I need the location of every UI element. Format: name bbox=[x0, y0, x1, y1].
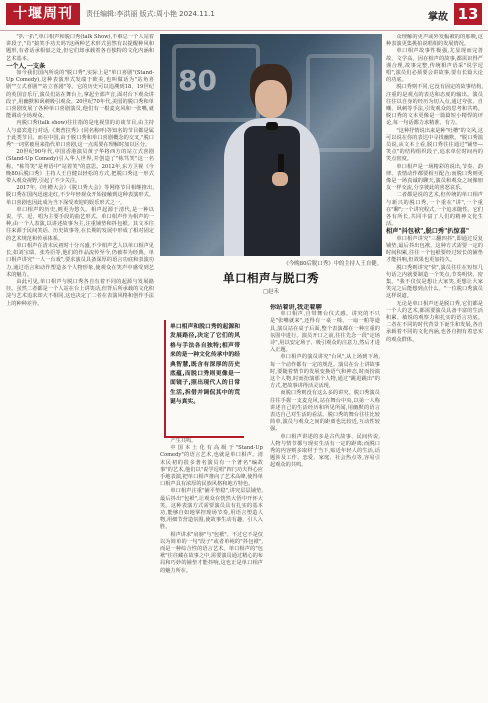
stage-light bbox=[306, 54, 374, 152]
paragraph: 相声讲求"肩膀"与"包袱"。不过它不是仅以为简单的一句"段子"或者单纯的"抖包袱",而是一种综合性的语言艺术。单口相声的"包袱"往往藏在故事之中,需要演员通过精心的布局和巧妙的铺垫才能抖响,这也正是单口相声的魅力所在。 bbox=[160, 531, 263, 574]
stage-logo: 80 bbox=[178, 64, 217, 97]
paragraph: 单口相声讲述的多是古代故事、民间传说,人物与情节都与现实生活有一定的距离;而脱口秀的内容则多取材于当下,贴近年轻人的生活,话题涉及工作、恋爱、家庭、社会热点等,容易引起观众的共鸣。 bbox=[270, 433, 380, 469]
paragraph: 单口相声注重"铺平垫稳",讲究层层铺垫,最后抖出"包袱",让观众在恍然大悟中开怀大笑。这种表演方式需要演员具有扎实的基本功,能够自如地掌控现场节奏,用语言塑造人物,用细节营造氛围,使故事生动有趣、引人入胜。 bbox=[160, 488, 263, 531]
article-title: 单口相声与脱口秀 bbox=[223, 271, 319, 285]
paragraph: 中国本土化有高级于"Stand-Up Comedy"的语言艺术,也就是单口相声。清末民初的很多著名演员有一个著名"编故事"的艺术,他们以"说学逗唱"四门功夫得心应手地表演,把单口相声推向了艺术高峰,使得单口相声具有浓厚的民族风格和地方特色。 bbox=[160, 445, 263, 488]
photo-caption: 《今晚80后脱口秀》中的主持人王自健。 bbox=[283, 261, 382, 267]
paragraph: 单口相声的演员讲究"台风",从上场到下场,每一个动作都有一定的规范。演员在台上讲故事时,要随着情节的发展变换语气和神态,时而扮演这个人物,时而扮演那个人物,通过"跳进跳出"的方式,把故事讲得活灵活现。 bbox=[270, 354, 380, 390]
paragraph: 单口相声讲究"三翻四抖",即通过反复铺垫,最后抖出包袱。这种方式需要一定的时间积累,往往一个包袱要经过较长的铺垫才能抖响,但效果也更加持久。 bbox=[386, 235, 483, 264]
section-title: 掌故 bbox=[428, 12, 448, 23]
article-abstract: 单口相声和脱口秀的起源和发展路径,决定了它们的风格与手法各自独特;相声带来的是一种文化传承中的经典智慧,既含有深厚的历史底蕴,而脱口秀则更像是一面镜子,照出现代人的日常生活,拆借并调侃其中的荒诞与真实。 bbox=[164, 320, 244, 438]
article-author: □赵禾 bbox=[263, 289, 279, 295]
paragraph: 20世纪90年代,中国香港演员黄子华将西方的站立式喜剧(Stand-Up Comedy)引入华人世界,并创造了"栋笃笑"这一名称。"栋笃笑"是粤语中"站着笑"的意思。2012年,东方卫视《今晚80后脱口秀》主持人王自健以轻松的方式,把脱口秀这一形式带入观众视野,引起了不少关注。 bbox=[6, 149, 154, 185]
host-face bbox=[255, 80, 287, 118]
column-3 bbox=[270, 304, 380, 700]
subheading: 相声"抖包袱",脱口秀"扒惊喜" bbox=[386, 228, 470, 236]
paragraph: 2017年,《吐槽大会》《脱口秀大会》等网络节目相继推出,脱口秀在国内迅速走红,不少年轻观众开始接触到这种表演形式。单口喜剧也因此成为当下深受欢迎的娱乐形式之一。 bbox=[6, 185, 154, 206]
masthead: 十堰周刊 bbox=[6, 3, 80, 25]
paragraph: 内脱口秀(talk show)往往指的是电视里的访谈节目,由主持人与嘉宾进行对话,《奥普拉秀》(同名称呼)等知名的节目都是属于此类节目。而在中国,由于脱口秀和单口喜剧概念的交叉,"脱口秀"一词常被用来指代单口喜剧,这一点需要在理解时加以区分。 bbox=[6, 120, 154, 149]
paragraph: 无论是单口相声还是脱口秀,它们都是一个人的艺术,都需要演员具备丰富的生活积累、敏锐的观察力和扎实的语言功底。二者在不同的时代背景下诞生和发展,各自承载着不同的文化内涵,也各自拥有着忠实的观众群体。 bbox=[386, 300, 483, 343]
column-1 bbox=[6, 34, 154, 700]
paragraph: 脱口秀则不同,它没有固定的故事结构,注重的是观点的表达和态度的输出。演员往往以自身的经历为切入点,通过夸张、自嘲、讽刺等手法,引发观众的思考和共鸣。脱口秀的文本更像是一篇篇短小精悍的评论,每一句话都力求精准、有力。 bbox=[386, 84, 483, 127]
subheading: 你站着讲,我走着聊 bbox=[270, 304, 322, 311]
paragraph: 单口相声在清末民初时十分兴盛,不少相声艺人以单口相声见长,如刘宝瑞、张寿臣等,他们的作品流传至今,仍被奉为经典。单口相声讲究"一人一台戏",要求演员具备深厚的语言功底和表演功力,通过语言和动作塑造多个人物形象,使观众在笑声中感受到艺术的魅力。 bbox=[6, 242, 154, 278]
editor-meta: 责任编辑:李洪丽 版式:周小艳 2024.11.1 bbox=[86, 10, 215, 18]
bow-tie bbox=[266, 122, 278, 130]
paragraph: "这种抒情说出来是种"吐槽"的文风,这可以说在你的表达中寻找幽默。"脱口秀演员说,从文本上看,脱口秀往往通过"铺垫—笑点"的结构组织段子,追求单位时间内的笑点密度。 bbox=[386, 127, 483, 163]
paragraph: 众理解的更声或外发幅被的的那映,这种表演更集挑拍说唱相的发展情况。 bbox=[386, 34, 483, 48]
paragraph: 单口相声,自带舞台仪式感。讲究的不只是"张嘴就来",还得有一桌一椅、一扇一帕等道具,演员站在桌子后面,整个表演都在一种庄重的氛围中进行。演员开口之前,往往先念一段"定场诗",用以安定场子、吸引观众的注意力,然后才进入正题。 bbox=[270, 311, 380, 354]
paragraph: 由此可见,单口相声与脱口秀各自有着不同的起源与发展路径。虽然二者都是一个人站在台上讲笑话,但背后所承载的文化积淀与艺术追求却大不相同,这也决定了二者在表演风格和创作手法上的种种差异。 bbox=[6, 278, 154, 307]
host-hand bbox=[272, 172, 288, 186]
paragraph: 而脱口秀则没有这么多的讲究。脱口秀演员往往手握一支麦克风,站在舞台中央,以第一人称讲述自己的生活经历和所见所闻,用幽默的语言表达自己对生活的看法。脱口秀的舞台往往比较简单,演员与观众之间的距离也比较近,互动性较强。 bbox=[270, 390, 380, 433]
paragraph: "扒一扒",单口相声和脱口秀(talk Show),不难总一个人站着讲段子,"肖"搞笑手功夫吗?这两种艺术形式虽然有以提醒种风和题形,有者话承相似之处,但它们却承载着各自独特的文化内涵和艺术基本。 bbox=[6, 34, 154, 62]
paragraph: 单口相声是一场精彩的说出,节奏、韵律、表情动作都要相互配合;而脱口秀则更像是一场真诚的聊天,演员和观众之间像朋友一样交流,分享彼此的喜怒哀乐。 bbox=[386, 163, 483, 192]
host-vest bbox=[244, 126, 300, 256]
paragraph: 二者都是说的艺术,但传统的单口相声与新兴的脱口秀,一个重在"讲",一个重在"聊";一个讲究程式,一个追求随性。它们各有所长,共同丰富了人们的精神文化生活。 bbox=[386, 192, 483, 228]
column-4 bbox=[386, 34, 483, 700]
paragraph: 脱口秀则讲究"快",演员往往在短短几句话之内就要制造一个笑点,节奏明快、密集。"我不仅仅是想让大家笑,更想让大家笑完之后能想到点什么。"一位脱口秀演员这样说道。 bbox=[386, 264, 483, 300]
page-number: 13 bbox=[454, 3, 482, 25]
subheading: 一个人,一支条 bbox=[6, 62, 46, 70]
paragraph: 如今我们国内所说的"脱口秀",实际上是"单口喜剧"(Stand-Up Comedy),这种表演形式发端于欧美,也叫做话为"站角喜剧""立式喜剧""站立喜剧"等。它的历史可以追溯到18、19世纪的英国音乐厅,演员们站在舞台上,拿起全部声音,面对台下观众讲段子,用幽默和讽刺吸引观众。20世纪70年代,美国的脱口秀和单口喜剧发展了各种单口喜剧演员,他们有一根麦克风和一张嘴,就能调动全场观众。 bbox=[6, 70, 154, 120]
paragraph: 单口相声故事性极强,尤显现而完善故、文学高。因在相声的故事,都需识得严谨合理,故事完整,传统相声语采"说学逗唱",演员们必须要会讲故事,要有长篇大论的功底。 bbox=[386, 48, 483, 84]
article-photo bbox=[160, 34, 382, 256]
paragraph: 产生共鸣。 bbox=[170, 438, 197, 444]
paragraph: 单口相声的历史,则更为悠久。相声起源于清代,是一种以说、学、逗、唱为主要手段的曲艺形式。单口相声作为相声的一种,由一个人表演,以讲述故事为主,注重铺垫和抖包袱。其文本往往来源于民间笑话、历史故事等,在长期的发展中形成了相对固定的艺术规范和传承体系。 bbox=[6, 206, 154, 242]
page-header bbox=[0, 0, 488, 31]
